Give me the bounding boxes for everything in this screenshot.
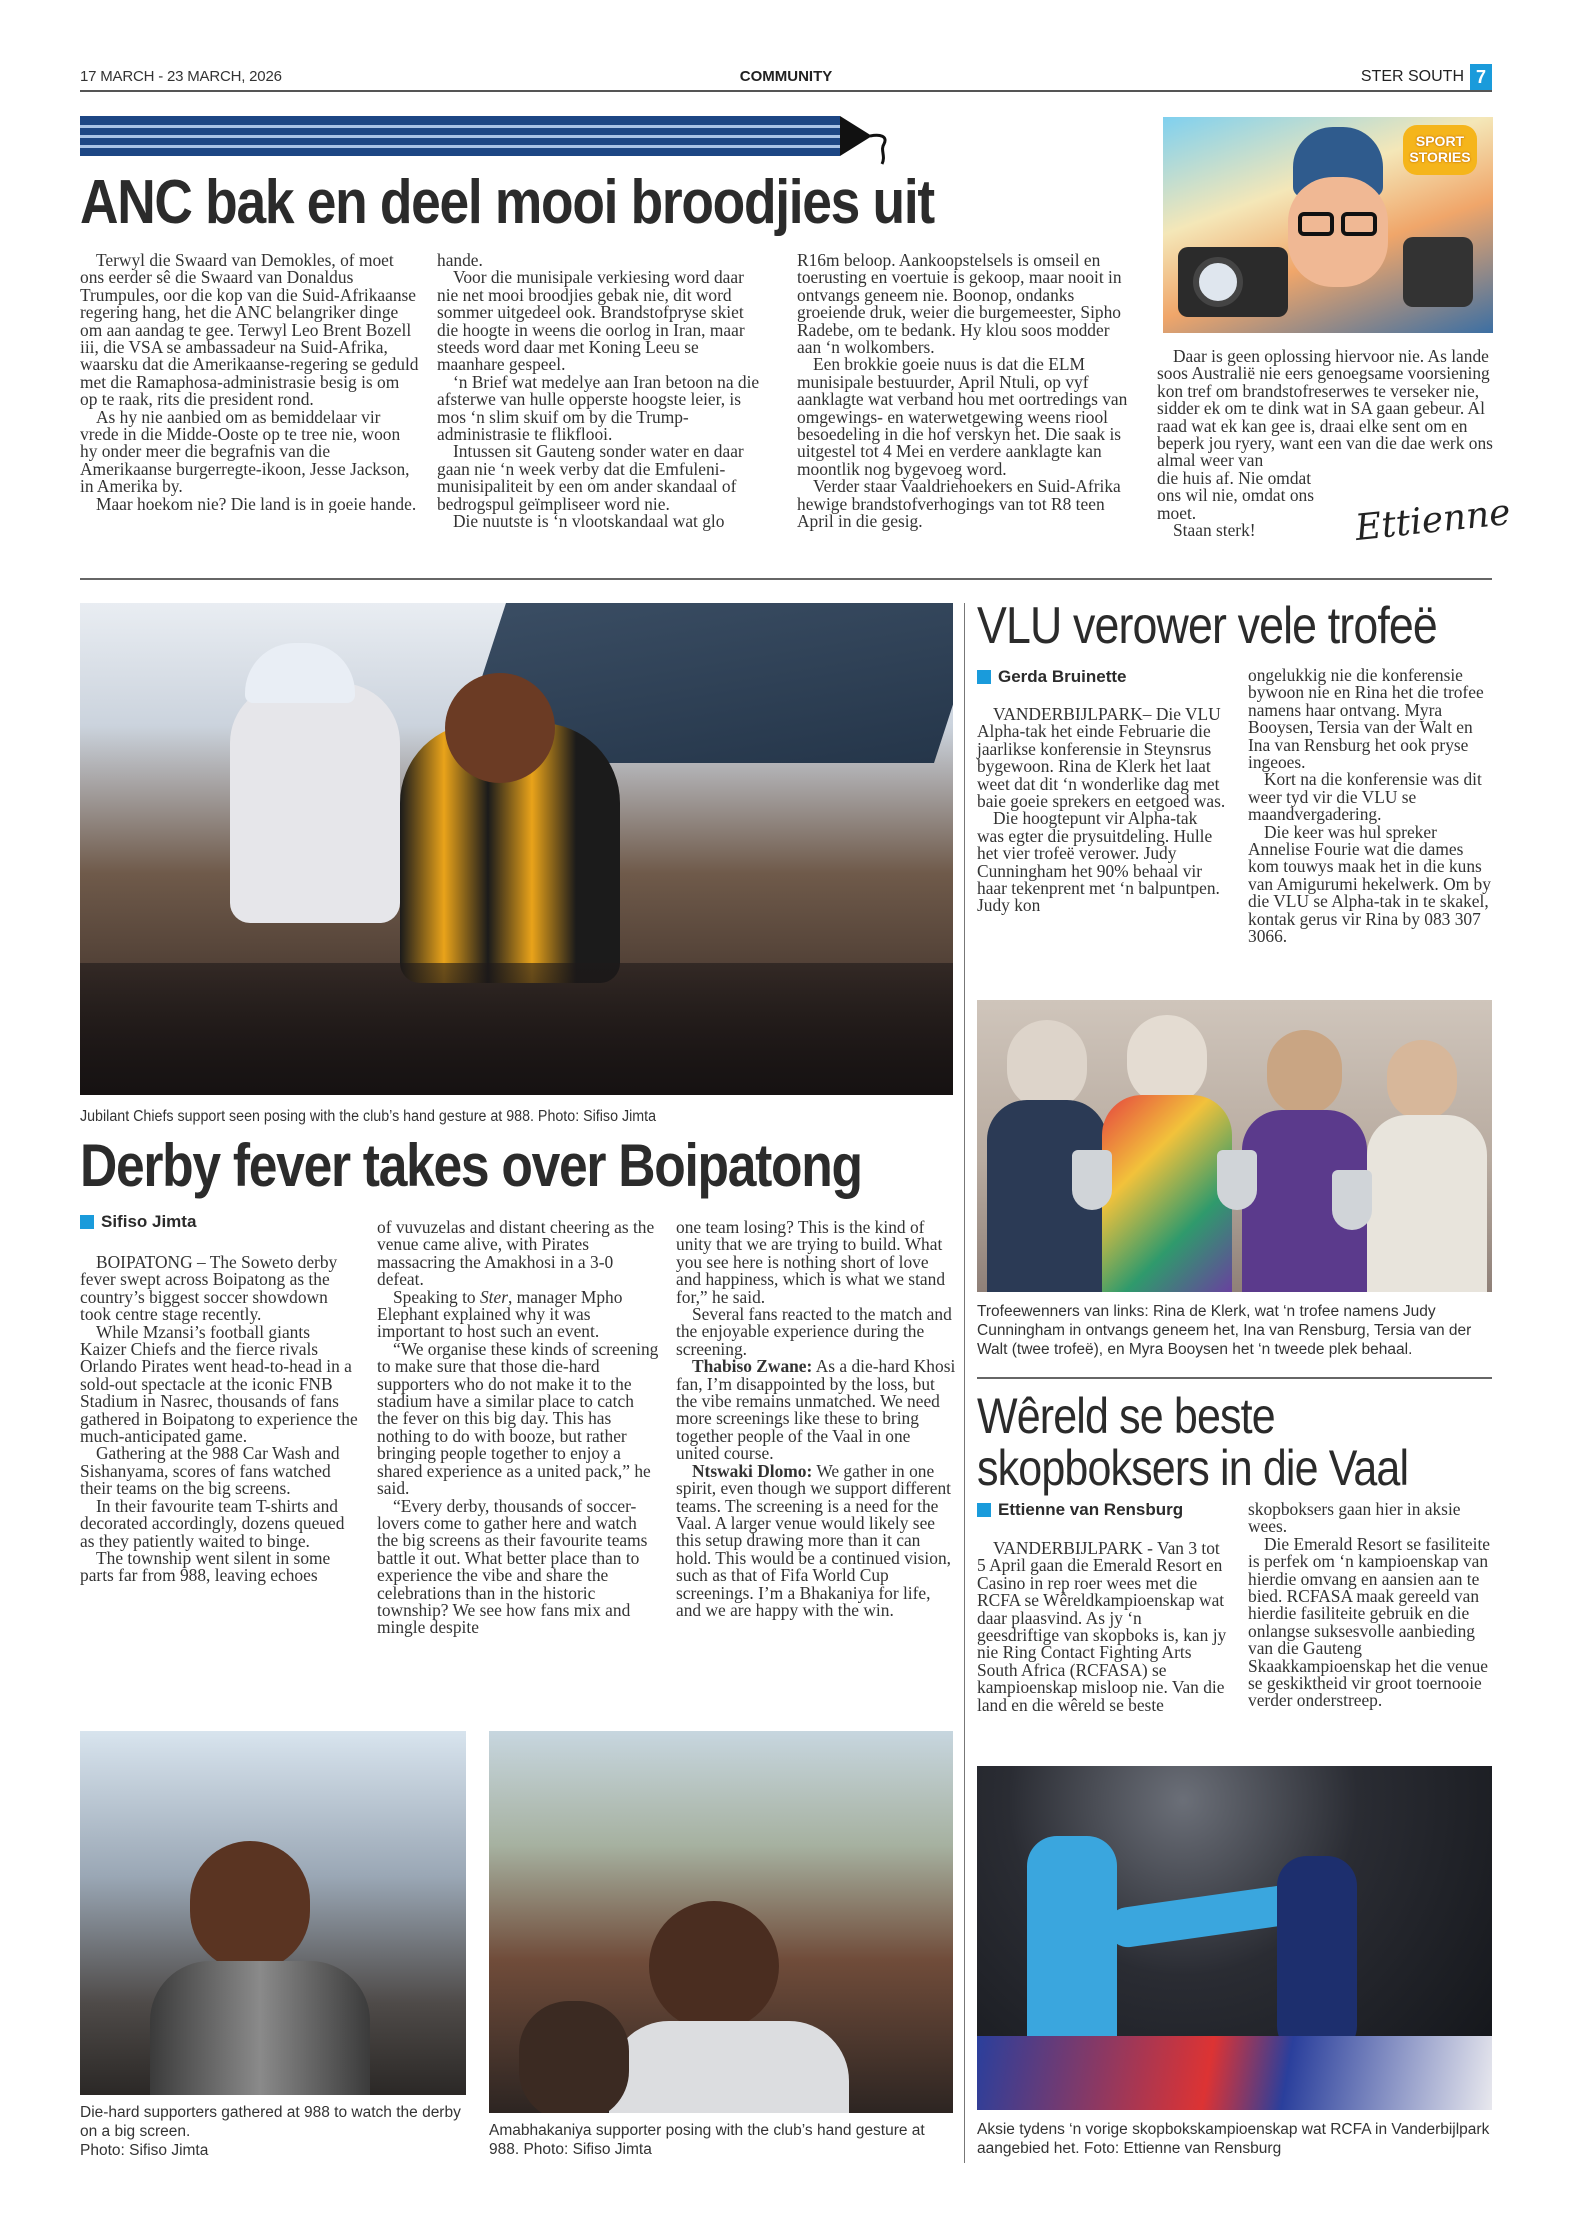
derby-byline <box>80 1212 196 1232</box>
fan-second-face <box>519 2001 629 2113</box>
headline-line: Wêreld se beste <box>977 1388 1275 1444</box>
paragraph: Maar hoekom nie? Die land is in goeie hande. <box>96 495 417 513</box>
trophy-icon <box>1217 1150 1257 1210</box>
byline-author: Ettienne van Rensburg <box>998 1500 1184 1519</box>
byline-marker-icon <box>977 670 991 684</box>
column-text-col3 <box>797 252 1137 531</box>
video-camera-shape <box>1403 237 1473 307</box>
paragraph: ongelukkig nie die konferensie bywoon nie en Rina het die trofee namens haar ontvang. Myra Booysen, Tersia van der Walt en Ina van Rensburg het ook pryse ingeoes. <box>1248 665 1484 773</box>
pencil-graphic <box>80 116 872 156</box>
fan-face <box>190 1841 310 1971</box>
quote-text: We gather in one spirit, even though we support different teams. The screening is a need for the Vaal. A larger venue would likely see this setup drawing more than it can hold. This would be a continued vision, such as that of Fifa World Cup screenings. I’m a Bhakaniya for life, and we are happy with the win. <box>676 1460 952 1620</box>
paragraph: R16m beloop. Aankoopstelsels is omseil en toerusting en voertuie is gekoop, maar nooit in ontvangs geneem nie. Boonop, ondanks groeiende druk, weier die burgemeester, Sipho Radebe, om te bedank. Hy klou soos modder aan ‘n wolkombers. <box>797 250 1122 358</box>
quote-text: As a die-hard Khosi fan, I’m disappointed by the loss, but the vibe remains unmatched. We need more screenings like these to bring together people of the Vaal in one united course. <box>676 1356 956 1464</box>
kickbox-photo <box>977 1766 1492 2110</box>
pencil-tip <box>840 116 872 156</box>
kickbox-byline <box>977 1500 1183 1520</box>
pencil-squiggle-icon <box>870 130 900 170</box>
pencil-stripe <box>80 145 840 148</box>
byline-marker-icon <box>80 1215 94 1229</box>
fan-shirt <box>609 2021 849 2113</box>
kickbox-text-col1 <box>977 1540 1227 1714</box>
pencil-stripe <box>80 135 840 138</box>
glasses-right <box>1341 212 1377 236</box>
byline-author: Gerda Bruinette <box>998 667 1127 686</box>
paragraph: “Every derby, thousands of soccer-lovers come to gather here and watch the big screens as their favourite teams battle it out. What better place than to experience the vibe and share the celebrations than in the historic township? We see how fans mix and mingle despite <box>377 1495 648 1638</box>
sport-stories-badge: SPORT STORIES <box>1403 125 1477 175</box>
paragraph: Die nuutste is ‘n vlootskandaal wat glo <box>453 511 725 532</box>
woman-head <box>1127 1015 1207 1105</box>
pencil-stripe <box>80 125 840 128</box>
author-signature: Ettienne <box>1353 491 1513 550</box>
bucket-hat <box>245 643 355 703</box>
column-headline: ANC bak en deel mooi broodjies uit <box>80 168 934 237</box>
column-text-col1 <box>80 252 420 513</box>
paragraph: Die Emerald Resort se fasiliteite is perfek om ‘n kampioenskap van hierdie omvang en aansien aan te bied. RCFASA maak gereeld van hierdie fasiliteite gebruik en die onlangse suksesvolle aanbieding van die Gauteng Skaakkampioenskap het die venue se geskiktheid vir groot toernooie verder onderstreep. <box>1248 1533 1491 1711</box>
paragraph: Daar is geen oplossing hiervoor nie. As lande soos Australië nie eers genoegsame voorsiening kon tref om brandstofreserwes te verseker nie, sidder ek om te dink wat in SA gaan gebeur. Al raad wat ek kan gee is, draai elke sent om en beperk jou ryery, want een van die dae werk ons almal weer van <box>1157 346 1493 471</box>
woman-head <box>1387 1040 1457 1120</box>
section-divider <box>977 1377 1492 1379</box>
camera-lens <box>1193 257 1243 307</box>
fighter-navy <box>1277 1856 1357 2056</box>
paragraph: Die hoogtepunt vir Alpha-tak was egter die prysuitdeling. Hulle het vier trofeë verower. Judy Cunningham het 90% behaal vir haar tekenprent met ‘n balpuntpen. Judy kon <box>977 808 1220 916</box>
column-divider <box>964 603 965 2163</box>
issue-date: 17 MARCH - 23 MARCH, 2026 <box>80 68 282 85</box>
paragraph: Speaking to Ster, manager Mpho Elephant explained why it was important to host such an event. <box>377 1286 623 1342</box>
caption-credit: Photo: Sifiso Jimta <box>80 2142 209 2159</box>
paragraph: one team losing? This is the kind of unity that we are trying to build. What you see here is nothing short of love and happiness, which is what we stand for,” he said. <box>676 1217 946 1307</box>
paragraph: ‘n Brief wat medelye aan Iran betoon na die afsterwe van hulle opperste hoogste leier, is mos ‘n slim skuif om by die Trump-administrasie te flikflooi. <box>437 371 760 445</box>
derby-photo-amabhakaniya <box>489 1731 953 2113</box>
paragraph: Staan sterk! <box>1173 520 1256 541</box>
paragraph: hande. <box>437 250 483 270</box>
paragraph: VANDERBIJLPARK– Die VLU Alpha-tak het einde Februarie die jaarlikse konferensie in Steynsrus bygewoon. Rina de Klerk het laat weet dat dit ‘n wonderlike dag met baie goeie sprekers en eetgoed was. <box>977 704 1226 812</box>
woman-dress <box>1102 1095 1232 1292</box>
headline-line: skopboksers in die Vaal <box>977 1440 1409 1496</box>
paragraph: skopboksers gaan hier in aksie wees. <box>1248 1499 1461 1537</box>
paragraph: While Mzansi’s football giants Kaizer Chiefs and the fierce rivals Orlando Pirates went head-to-head in a sold-out spectacle at the iconic FNB Stadium in Nasrec, thousands of fans gathered in Boipatong to experience the much-anticipated game. <box>80 1321 358 1447</box>
paragraph: Gathering at the 988 Car Wash and Sishanyama, scores of fans watched their teams on the big screens. <box>80 1443 340 1499</box>
derby-headline: Derby fever takes over Boipatong <box>80 1132 862 1199</box>
paragraph: Terwyl die Swaard van Demokles, of moet ons eerder sê die Swaard van Donaldus Trumpules, oor die kop van die Suid-Afrikaanse regering hang, het die ANC belangriker dinge om aan aandag te gee. Terwyl Leo Brent Bozell iii, die VSA se ambassadeur na Suid-Afrika, waarsku dat die Amerikaanse-regering se geduld met die Ramaphosa-administrasie besig is om op te raak, rits die president rond. <box>80 250 419 410</box>
byline-marker-icon <box>977 1503 991 1517</box>
byline-author: Sifiso Jimta <box>101 1212 197 1231</box>
vlu-text-col1 <box>977 706 1227 915</box>
fan-face <box>445 673 555 783</box>
paragraph: Voor die munisipale verkiesing word daar nie net mooi broodjies gebak nie, dit word sommer uitgedeel ook. Brandstofpryse skiet die hoogte in weens die oorlog in Iran, maar steeds word daar met Koning Leeu se maanhare gespeel. <box>437 267 745 375</box>
fan-jersey <box>150 1961 370 2095</box>
caption-text: Die-hard supporters gathered at 988 to watch the derby on a big screen. <box>80 2104 461 2140</box>
fan-white-shirt <box>230 683 400 923</box>
paragraph: Een brokkie goeie nuus is dat die ELM munisipale bestuurder, April Ntuli, op vyf aanklagte wat verband hou met oortredings van omgewings- en waterwetgewing weens riool besoedeling in die hof verskyn het. Die saak is uitgestel tot 4 Mei en verdere aanklagte kan moontlik nog bygevoeg word. <box>797 354 1128 479</box>
quote-paragraph <box>676 1358 958 1462</box>
fighter-blue <box>1027 1836 1117 2066</box>
page-header <box>80 66 1492 92</box>
quote-speaker: Ntswaki Dlomo: <box>692 1460 813 1481</box>
paragraph: As hy nie aanbied om as bemiddelaar vir vrede in die Midde-Ooste op te tree nie, woon hy onder meer die begrafnis van die Amerikaanse burgerregte-ikoon, Jesse Jackson, in Amerika by. <box>80 406 410 497</box>
vlu-byline <box>977 667 1126 687</box>
paragraph: of vuvuzelas and distant cheering as the venue came alive, with Pirates massacring the Amakhosi in a 3-0 defeat. <box>377 1217 655 1290</box>
paragraph: BOIPATONG – The Soweto derby fever swept across Boipatong as the country’s biggest soccer showdown took centre stage recently. <box>80 1252 338 1325</box>
derby-photo-supporters <box>80 1731 466 2095</box>
quote-paragraph <box>676 1460 958 1620</box>
kickbox-text-col2 <box>1248 1501 1498 1710</box>
paragraph: Several fans reacted to the match and the enjoyable experience during the screening. <box>676 1304 952 1359</box>
section-label: COMMUNITY <box>739 68 833 85</box>
vlu-text-col2 <box>1248 667 1498 946</box>
publication-name: STER SOUTH <box>1360 68 1464 85</box>
paragraph: VANDERBIJLPARK - Van 3 tot 5 April gaan die Emerald Resort en Casino in rep roer wees met die RCFA se Wêreldkampioenskap wat daar plaasvind. As jy ‘n geesdriftige van skopboks is, kan jy nie Ring Contact Fighting Arts South Africa (RCFASA) se kampioenskap misloop nie. Van die land en die wêreld se beste <box>977 1538 1227 1715</box>
section-divider <box>80 578 1492 580</box>
kickbox-headline <box>977 1390 1408 1494</box>
trophy-icon <box>1332 1170 1372 1230</box>
vlu-trophy-photo <box>977 1000 1492 1292</box>
paragraph: Die keer was hul spreker Annelise Fourie wat die dames kom touwys maak het in die kuns van Amigurumi hekelwerk. Om by die VLU se Alpha-tak in te skakel, kontak gerus vir Rina by 083 307 3066. <box>1248 821 1491 947</box>
paragraph: Verder staar Vaaldriehoekers en Suid-Afrika hewige brandstofverhogings van tot R8 teen April in die gesig. <box>797 476 1121 532</box>
page-number: 7 <box>1470 64 1492 90</box>
derby-photo3-caption: Amabhakaniya supporter posing with the club’s hand gesture at 988. Photo: Sifiso Jimta <box>489 2122 925 2158</box>
derby-text-col2 <box>377 1219 659 1637</box>
crowd-shape <box>80 963 953 1095</box>
derby-photo2-caption <box>80 2103 466 2160</box>
derby-main-caption: Jubilant Chiefs support seen posing with the club’s hand gesture at 988. Photo: Sifiso Jimta <box>80 1108 657 1125</box>
paragraph: In their favourite team T-shirts and decorated accordingly, dozens queued as they patiently waited to binge. <box>80 1495 345 1551</box>
paragraph: Kort na die konferensie was dit weer tyd vir die VLU se maandvergadering. <box>1248 769 1482 825</box>
vlu-photo-caption: Trofeewenners van links: Rina de Klerk, wat ‘n trofee namens Judy Cunningham in ontvangs geneem het, Ina van Rensburg, Tersia van der Walt (twee trofeë), en Myra Booysen het ‘n tweede plek behaal. <box>977 1303 1472 1358</box>
glasses-left <box>1298 212 1334 236</box>
ring-canvas <box>977 2036 1492 2110</box>
paragraph: The township went silent in some parts far from 988, leaving echoes <box>80 1547 331 1586</box>
paragraph: Intussen sit Gauteng sonder water en daar gaan nie ‘n week verby dat die Emfuleni-munisipaliteit by een om ander skandaal of bedrogspul geïmpliseer word nie. <box>437 441 744 514</box>
woman-head <box>1267 1030 1342 1115</box>
fan-face <box>649 1901 779 2031</box>
column-text-col2 <box>437 252 767 531</box>
derby-main-photo <box>80 603 953 1095</box>
trophy-icon <box>1072 1150 1112 1210</box>
vlu-headline: VLU verower vele trofeë <box>977 597 1437 655</box>
quote-speaker: Thabiso Zwane: <box>692 1356 813 1377</box>
derby-text-col1 <box>80 1254 360 1585</box>
columnist-illustration <box>1163 117 1493 333</box>
paragraph: “We organise these kinds of screening to make sure that those die-hard supporters who do not make it to the stadium have a similar place to catch the fever on this big day. This has nothing to do with booze, but rather bringing people together to enjoy a shared experience as a united pack,” he said. <box>377 1338 659 1499</box>
kickbox-photo-caption: Aksie tydens ‘n vorige skopbokskampioenskap wat RCFA in Vanderbijlpark aangebied het. Foto: Ettienne van Rensburg <box>977 2121 1490 2157</box>
derby-text-col3 <box>676 1219 958 1619</box>
woman-dress <box>1367 1115 1487 1292</box>
paragraph: die huis af. Nie omdat ons wil nie, omdat ons moet. <box>1157 467 1314 523</box>
woman-head <box>1007 1020 1087 1110</box>
